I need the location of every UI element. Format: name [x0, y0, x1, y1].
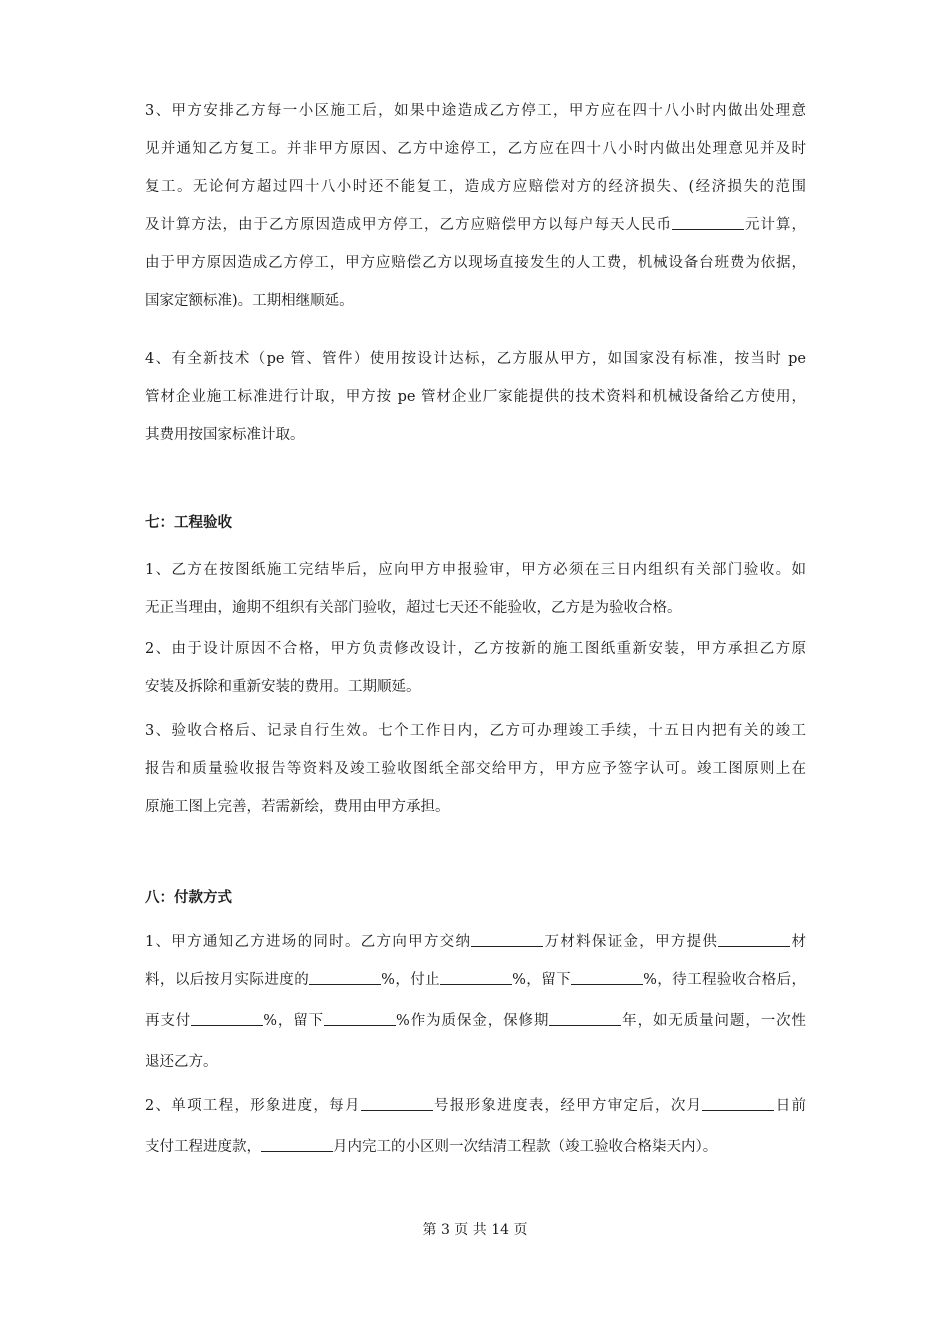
- s8-p1-line4: 退还乙方。: [145, 1054, 218, 1070]
- text-segment: 1、甲方通知乙方进场的同时。乙方向甲方交纳: [145, 934, 472, 950]
- s6-p3-line1: 3、甲方安排乙方每一小区施工后，如果中途造成乙方停工，甲方应在四十八小时内做出处理意: [145, 103, 806, 119]
- s8-p1-line2: [145, 970, 806, 990]
- s6-p4-line1: 4、有全新技术（pe 管、管件）使用按设计达标，乙方服从甲方，如国家没有标准，按当时 pe: [145, 351, 806, 367]
- text-segment: %作为质保金，保修期: [396, 1013, 550, 1029]
- fill-in-blank: [672, 215, 744, 230]
- s7-p3-line1: 3、验收合格后、记录自行生效。七个工作日内，乙方可办理竣工手续，十五日内把有关的竣工: [145, 723, 806, 739]
- s7-p1-line1: 1、乙方在按图纸施工完结毕后，应向甲方申报验审，甲方必须在三日内组织有关部门验收。如: [145, 562, 806, 578]
- fill-in-blank: [361, 1096, 433, 1111]
- s7-p2-line1: 2、由于设计原因不合格，甲方负责修改设计，乙方按新的施工图纸重新安装，甲方承担乙方原: [145, 641, 806, 657]
- section-heading-acceptance: 七：工程验收: [145, 515, 232, 531]
- text-segment: %，付止: [381, 972, 441, 988]
- text-segment: 元计算，: [744, 217, 806, 233]
- s7-p2-line2: 安装及拆除和重新安装的费用。工期顺延。: [145, 679, 421, 695]
- s6-p3-line6: 国家定额标准)。工期相继顺延。: [145, 293, 354, 309]
- fill-in-blank: [549, 1011, 621, 1026]
- text-segment: 材: [790, 934, 807, 950]
- text-segment: 料，以后按月实际进度的: [145, 972, 310, 988]
- s8-p2-line1: [145, 1096, 806, 1116]
- s8-p2-line2: [145, 1137, 806, 1157]
- s6-p4-line2: 管材企业施工标准进行计取，甲方按 pe 管材企业厂家能提供的技术资料和机械设备给乙方使用，: [145, 389, 806, 405]
- fill-in-blank: [471, 932, 543, 947]
- fill-in-blank: [440, 970, 512, 985]
- s6-p3-line5: 由于甲方原因造成乙方停工，甲方应赔偿乙方以现场直接发生的人工费，机械设备台班费为依据，: [145, 255, 806, 271]
- text-segment: 月内完工的小区则一次结清工程款（竣工验收合格柒天内）。: [333, 1139, 718, 1155]
- section-heading-payment: 八：付款方式: [145, 890, 232, 906]
- text-segment: 号报形象进度表，经甲方审定后，次月: [432, 1098, 703, 1114]
- fill-in-blank: [718, 932, 790, 947]
- fill-in-blank: [571, 970, 643, 985]
- page-number-footer: 第 3 页 共 14 页: [422, 1222, 528, 1238]
- s6-p4-line3: 其费用按国家标准计取。: [145, 427, 305, 443]
- s6-p3-line3: 复工。无论何方超过四十八小时还不能复工，造成方应赔偿对方的经济损失、(经济损失的范围: [145, 179, 806, 195]
- text-segment: %，留下: [263, 1013, 325, 1029]
- fill-in-blank: [261, 1137, 333, 1152]
- text-segment: 万材料保证金，甲方提供: [543, 934, 719, 950]
- text-segment: %，留下: [512, 972, 572, 988]
- fill-in-blank: [191, 1011, 263, 1026]
- text-segment: 年，如无质量问题，一次性: [621, 1013, 807, 1029]
- s7-p3-line2: 报告和质量验收报告等资料及竣工验收图纸全部交给甲方，甲方应予签字认可。竣工图原则上在: [145, 761, 806, 777]
- text-segment: 及计算方法，由于乙方原因造成甲方停工，乙方应赔偿甲方以每户每天人民币: [145, 217, 672, 233]
- fill-in-blank: [309, 970, 381, 985]
- text-segment: %，待工程验收合格后，: [643, 972, 807, 988]
- text-segment: 2、单项工程，形象进度，每月: [145, 1098, 361, 1114]
- text-segment: 日前: [774, 1098, 806, 1114]
- s6-p3-line4: [145, 215, 806, 235]
- text-segment: 再支付: [145, 1013, 192, 1029]
- fill-in-blank: [702, 1096, 774, 1111]
- s7-p3-line3: 原施工图上完善，若需新绘，费用由甲方承担。: [145, 799, 450, 815]
- fill-in-blank: [324, 1011, 396, 1026]
- s7-p1-line2: 无正当理由，逾期不组织有关部门验收，超过七天还不能验收，乙方是为验收合格。: [145, 600, 682, 616]
- s8-p1-line3: [145, 1011, 806, 1031]
- text-segment: 支付工程进度款，: [145, 1139, 261, 1155]
- s6-p3-line2: 见并通知乙方复工。并非甲方原因、乙方中途停工，乙方应在四十八小时内做出处理意见并及时: [145, 141, 806, 157]
- s8-p1-line1: [145, 932, 806, 952]
